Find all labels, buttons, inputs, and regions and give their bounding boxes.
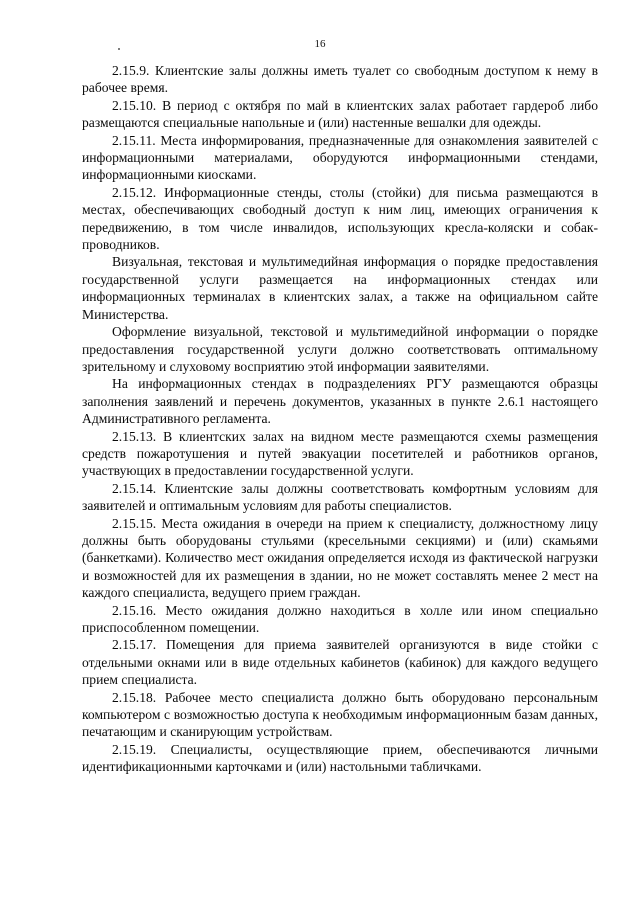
- page-number: 16: [314, 38, 326, 50]
- paragraph-2-15-18: 2.15.18. Рабочее место специалиста должно быть оборудовано персональным компьютером с возможностью доступа к необходимым информационным базам данных, печатающим и сканирующим устройствам.: [82, 689, 598, 740]
- paragraph-info-design: Оформление визуальной, текстовой и мультимедийной информации о порядке предоставления государственной услуги должно соответствовать оптимальному зрительному и слуховому восприятию этой информации заявителями.: [82, 324, 598, 374]
- paragraph-2-15-12: 2.15.12. Информационные стенды, столы (стойки) для письма размещаются в местах, обеспечивающих свободный доступ к ним лиц, имеющих ограничения к передвижению, в том числе инвалидов, использующих кресла-коляски и собак-проводников.: [82, 184, 598, 253]
- paragraph-2-15-15: 2.15.15. Места ожидания в очереди на прием к специалисту, должностному лицу должны быть оборудованы стульями (кресельными секциями) и (или) скамьями (банкетками). Количество мест ожидания определяется исходя из фактической нагрузки и возможностей для их размещения в здании, но не может составлять менее 2 мест на каждого специалиста, ведущего прием граждан.: [82, 515, 598, 601]
- paragraph-2-15-19: 2.15.19. Специалисты, осуществляющие прием, обеспечиваются личными идентификационными карточками и (или) настольными табличками.: [82, 741, 598, 775]
- paragraph-2-15-17: 2.15.17. Помещения для приема заявителей организуются в виде стойки с отдельными окнами или в виде отдельных кабинетов (кабинок) для каждого ведущего прием специалиста.: [82, 637, 598, 688]
- paragraph-2-15-14: 2.15.14. Клиентские залы должны соответствовать комфортным условиям для заявителей и оптимальным условиям для работы специалистов.: [82, 480, 598, 514]
- paragraph-2-15-10: 2.15.10. В период с октября по май в клиентских залах работает гардероб либо размещаются специальные напольные и (или) настенные вешалки для одежды.: [82, 97, 598, 131]
- document-body: [82, 62, 598, 776]
- paragraph-visual-info: Визуальная, текстовая и мультимедийная информация о порядке предоставления государственной услуги размещается на информационных стендах или информационных терминалах в клиентских залах, а также на официальном сайте Министерства.: [82, 254, 598, 322]
- paragraph-2-15-13: 2.15.13. В клиентских залах на видном месте размещаются схемы размещения средств пожаротушения и путей эвакуации посетителей и работников органов, участвующих в предоставлении государственной услуги.: [82, 428, 598, 479]
- paragraph-info-stands: На информационных стендах в подразделениях РГУ размещаются образцы заполнения заявлений и перечень документов, указанных в пункте 2.6.1 настоящего Административного регламента.: [82, 376, 598, 427]
- paragraph-2-15-9: 2.15.9. Клиентские залы должны иметь туалет со свободным доступом к нему в рабочее время.: [82, 63, 598, 96]
- paragraph-2-15-11: 2.15.11. Места информирования, предназначенные для ознакомления заявителей с информационными материалами, оборудуются информационными стендами, информационными киосками.: [82, 132, 598, 183]
- paragraph-2-15-16: 2.15.16. Место ожидания должно находиться в холле или ином специально приспособленном помещении.: [82, 602, 598, 635]
